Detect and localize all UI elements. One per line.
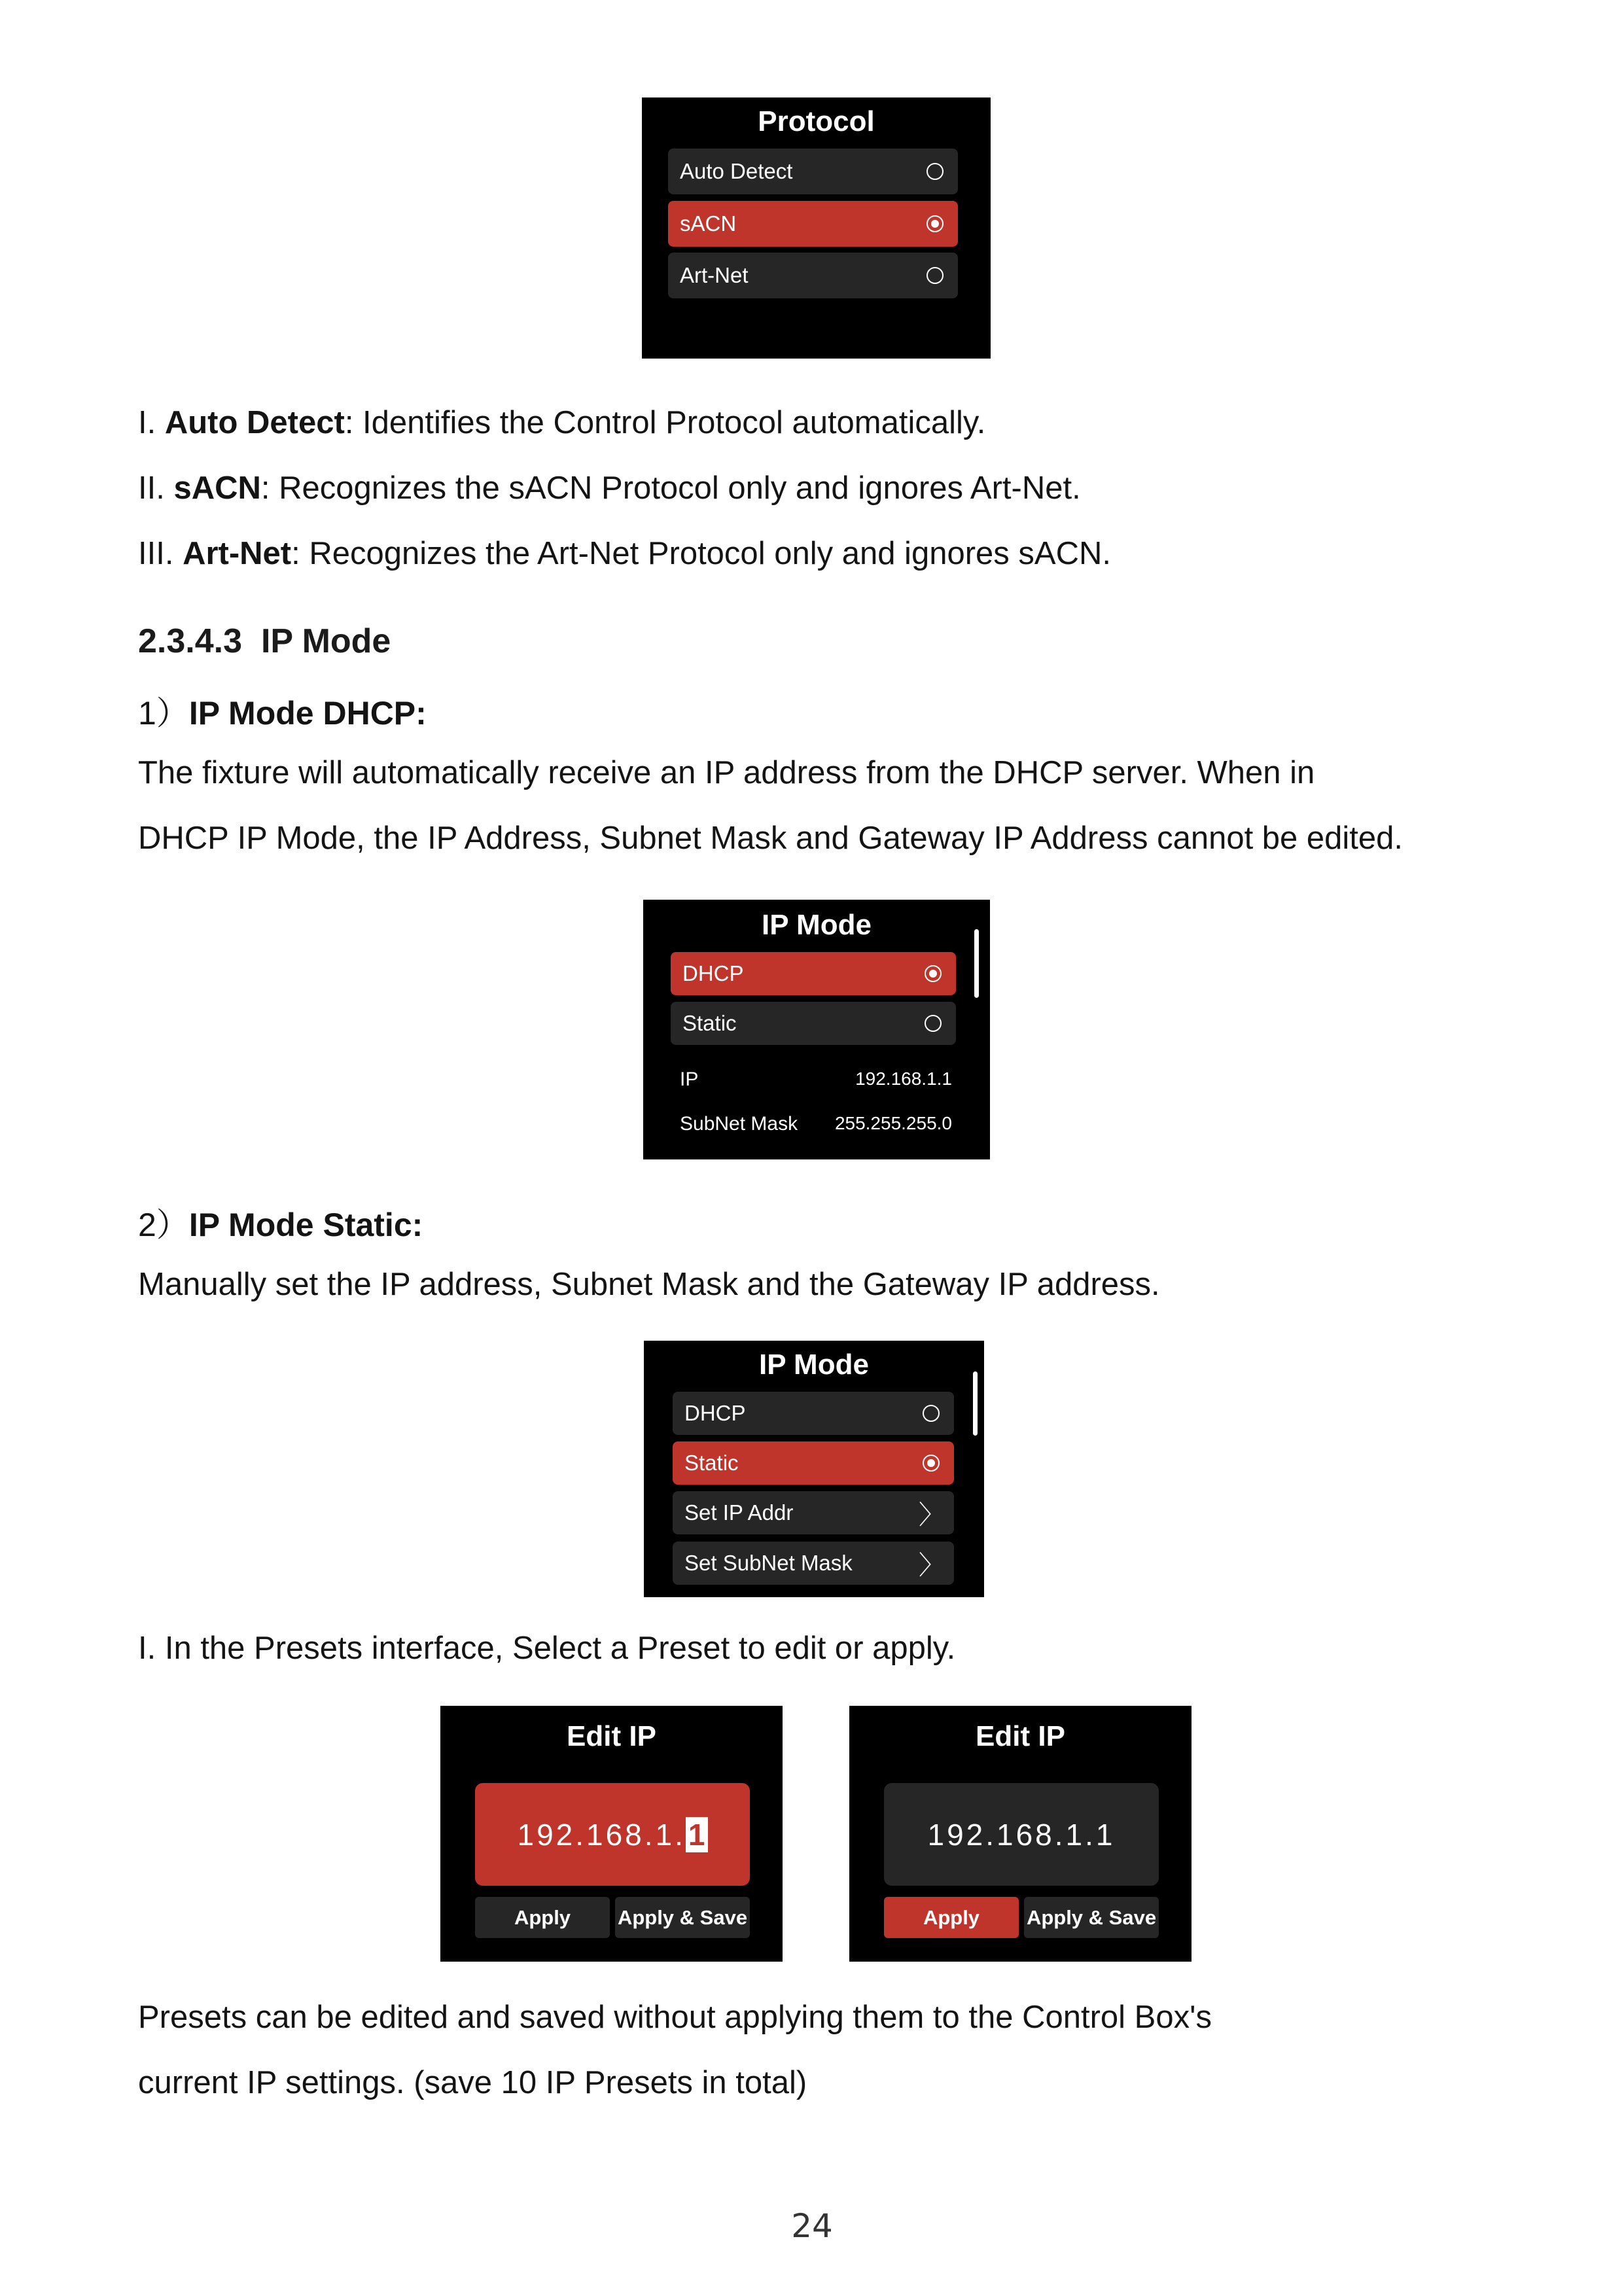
ip-mode-static-screen [644,1341,984,1597]
ip-label: IP [680,1069,699,1090]
ip-option-label: Static [684,1451,739,1475]
page-number: 24 [791,2207,833,2245]
ip-input-field[interactable] [475,1783,750,1886]
ip-option-static[interactable] [673,1441,954,1485]
ip-input-cursor-digit: 1 [686,1817,708,1852]
protocol-option-label: sACN [680,211,737,236]
ip-value: 192.168.1.1 [855,1069,952,1089]
radio-on-icon [927,215,944,232]
radio-off-icon [925,1015,942,1032]
chevron-right-icon: 〉 [919,1500,945,1530]
section-number: 2.3.4.3 [138,622,243,660]
static-heading [138,1199,423,1246]
presets-note-line1: Presets can be edited and saved without applying them to the Control Box's [138,2000,1212,2035]
ip-option-label: DHCP [684,1401,746,1425]
ip-option-static[interactable] [671,1002,956,1045]
radio-off-icon [927,163,944,180]
dhcp-heading-text: IP Mode DHCP: [188,695,427,732]
apply-button[interactable]: Apply [475,1897,610,1938]
protocol-option-auto-detect[interactable] [668,149,958,194]
edit-ip-title: Edit IP [567,1720,656,1752]
desc-text: : Identifies the Control Protocol automatically. [344,405,986,440]
desc-text: : Recognizes the sACN Protocol only and ignores Art-Net. [260,470,1081,506]
static-heading-text: IP Mode Static: [188,1207,423,1243]
edit-ip-screen-apply [849,1706,1192,1962]
ip-option-dhcp[interactable] [671,952,956,995]
ip-option-label: Static [682,1011,737,1035]
apply-save-button[interactable]: Apply & Save [615,1897,750,1938]
section-heading [138,622,391,661]
protocol-screen [642,97,991,359]
radio-on-icon [925,965,942,982]
desc-prefix: III. [138,536,183,571]
edit-ip-screen-editing [440,1706,783,1962]
protocol-screen-title: Protocol [758,105,875,137]
desc-term: Auto Detect [164,405,345,440]
ip-mode-dhcp-screen [643,900,990,1159]
desc-prefix: I. [138,405,165,440]
chevron-right-icon: 〉 [919,1551,945,1580]
ip-option-dhcp[interactable] [673,1392,954,1435]
desc-auto-detect [138,402,985,443]
dhcp-prefix: 1） [138,695,189,732]
radio-on-icon [923,1455,940,1472]
static-desc-line1: Manually set the IP address, Subnet Mask and the Gateway IP address. [138,1267,1160,1302]
apply-button[interactable]: Apply [884,1897,1019,1938]
protocol-option-label: Auto Detect [680,159,793,183]
ip-option-label: DHCP [682,961,744,985]
edit-ip-title: Edit IP [976,1720,1065,1752]
menu-item-label: Set IP Addr [684,1500,794,1525]
radio-off-icon [927,267,944,284]
protocol-option-sacn[interactable] [668,201,958,247]
menu-item-label: Set SubNet Mask [684,1551,853,1575]
dhcp-desc-line2: DHCP IP Mode, the IP Address, Subnet Mask and Gateway IP Address cannot be edited. [138,821,1403,856]
ip-mode-title: IP Mode [762,909,872,941]
ip-input-prefix: 192.168.1. [517,1817,686,1852]
apply-save-button[interactable]: Apply & Save [1024,1897,1159,1938]
protocol-option-art-net[interactable] [668,253,958,298]
dhcp-desc-line1: The fixture will automatically receive an IP address from the DHCP server. When in [138,755,1315,790]
subnet-mask-label: SubNet Mask [680,1113,798,1135]
desc-term: Art-Net [183,536,292,571]
ip-mode-title: IP Mode [759,1349,869,1381]
section-title: IP Mode [260,622,391,660]
presets-instruction: I. In the Presets interface, Select a Preset to edit or apply. [138,1631,956,1666]
protocol-option-label: Art-Net [680,263,749,287]
radio-off-icon [923,1405,940,1422]
ip-input-field[interactable]: 192.168.1.1 [884,1783,1159,1886]
subnet-mask-value: 255.255.255.0 [834,1113,952,1133]
presets-note-line2: current IP settings. (save 10 IP Presets in total) [138,2065,807,2100]
desc-sacn [138,468,1081,508]
desc-text: : Recognizes the Art-Net Protocol only and ignores sACN. [291,536,1111,571]
set-subnet-mask-item[interactable] [673,1542,954,1585]
desc-prefix: II. [138,470,174,506]
static-prefix: 2） [138,1207,189,1243]
desc-term: sACN [173,470,261,506]
desc-art-net [138,533,1111,574]
scrollbar[interactable] [974,929,979,998]
dhcp-heading [138,687,427,734]
set-ip-addr-item[interactable] [673,1491,954,1534]
scrollbar[interactable] [973,1371,978,1436]
